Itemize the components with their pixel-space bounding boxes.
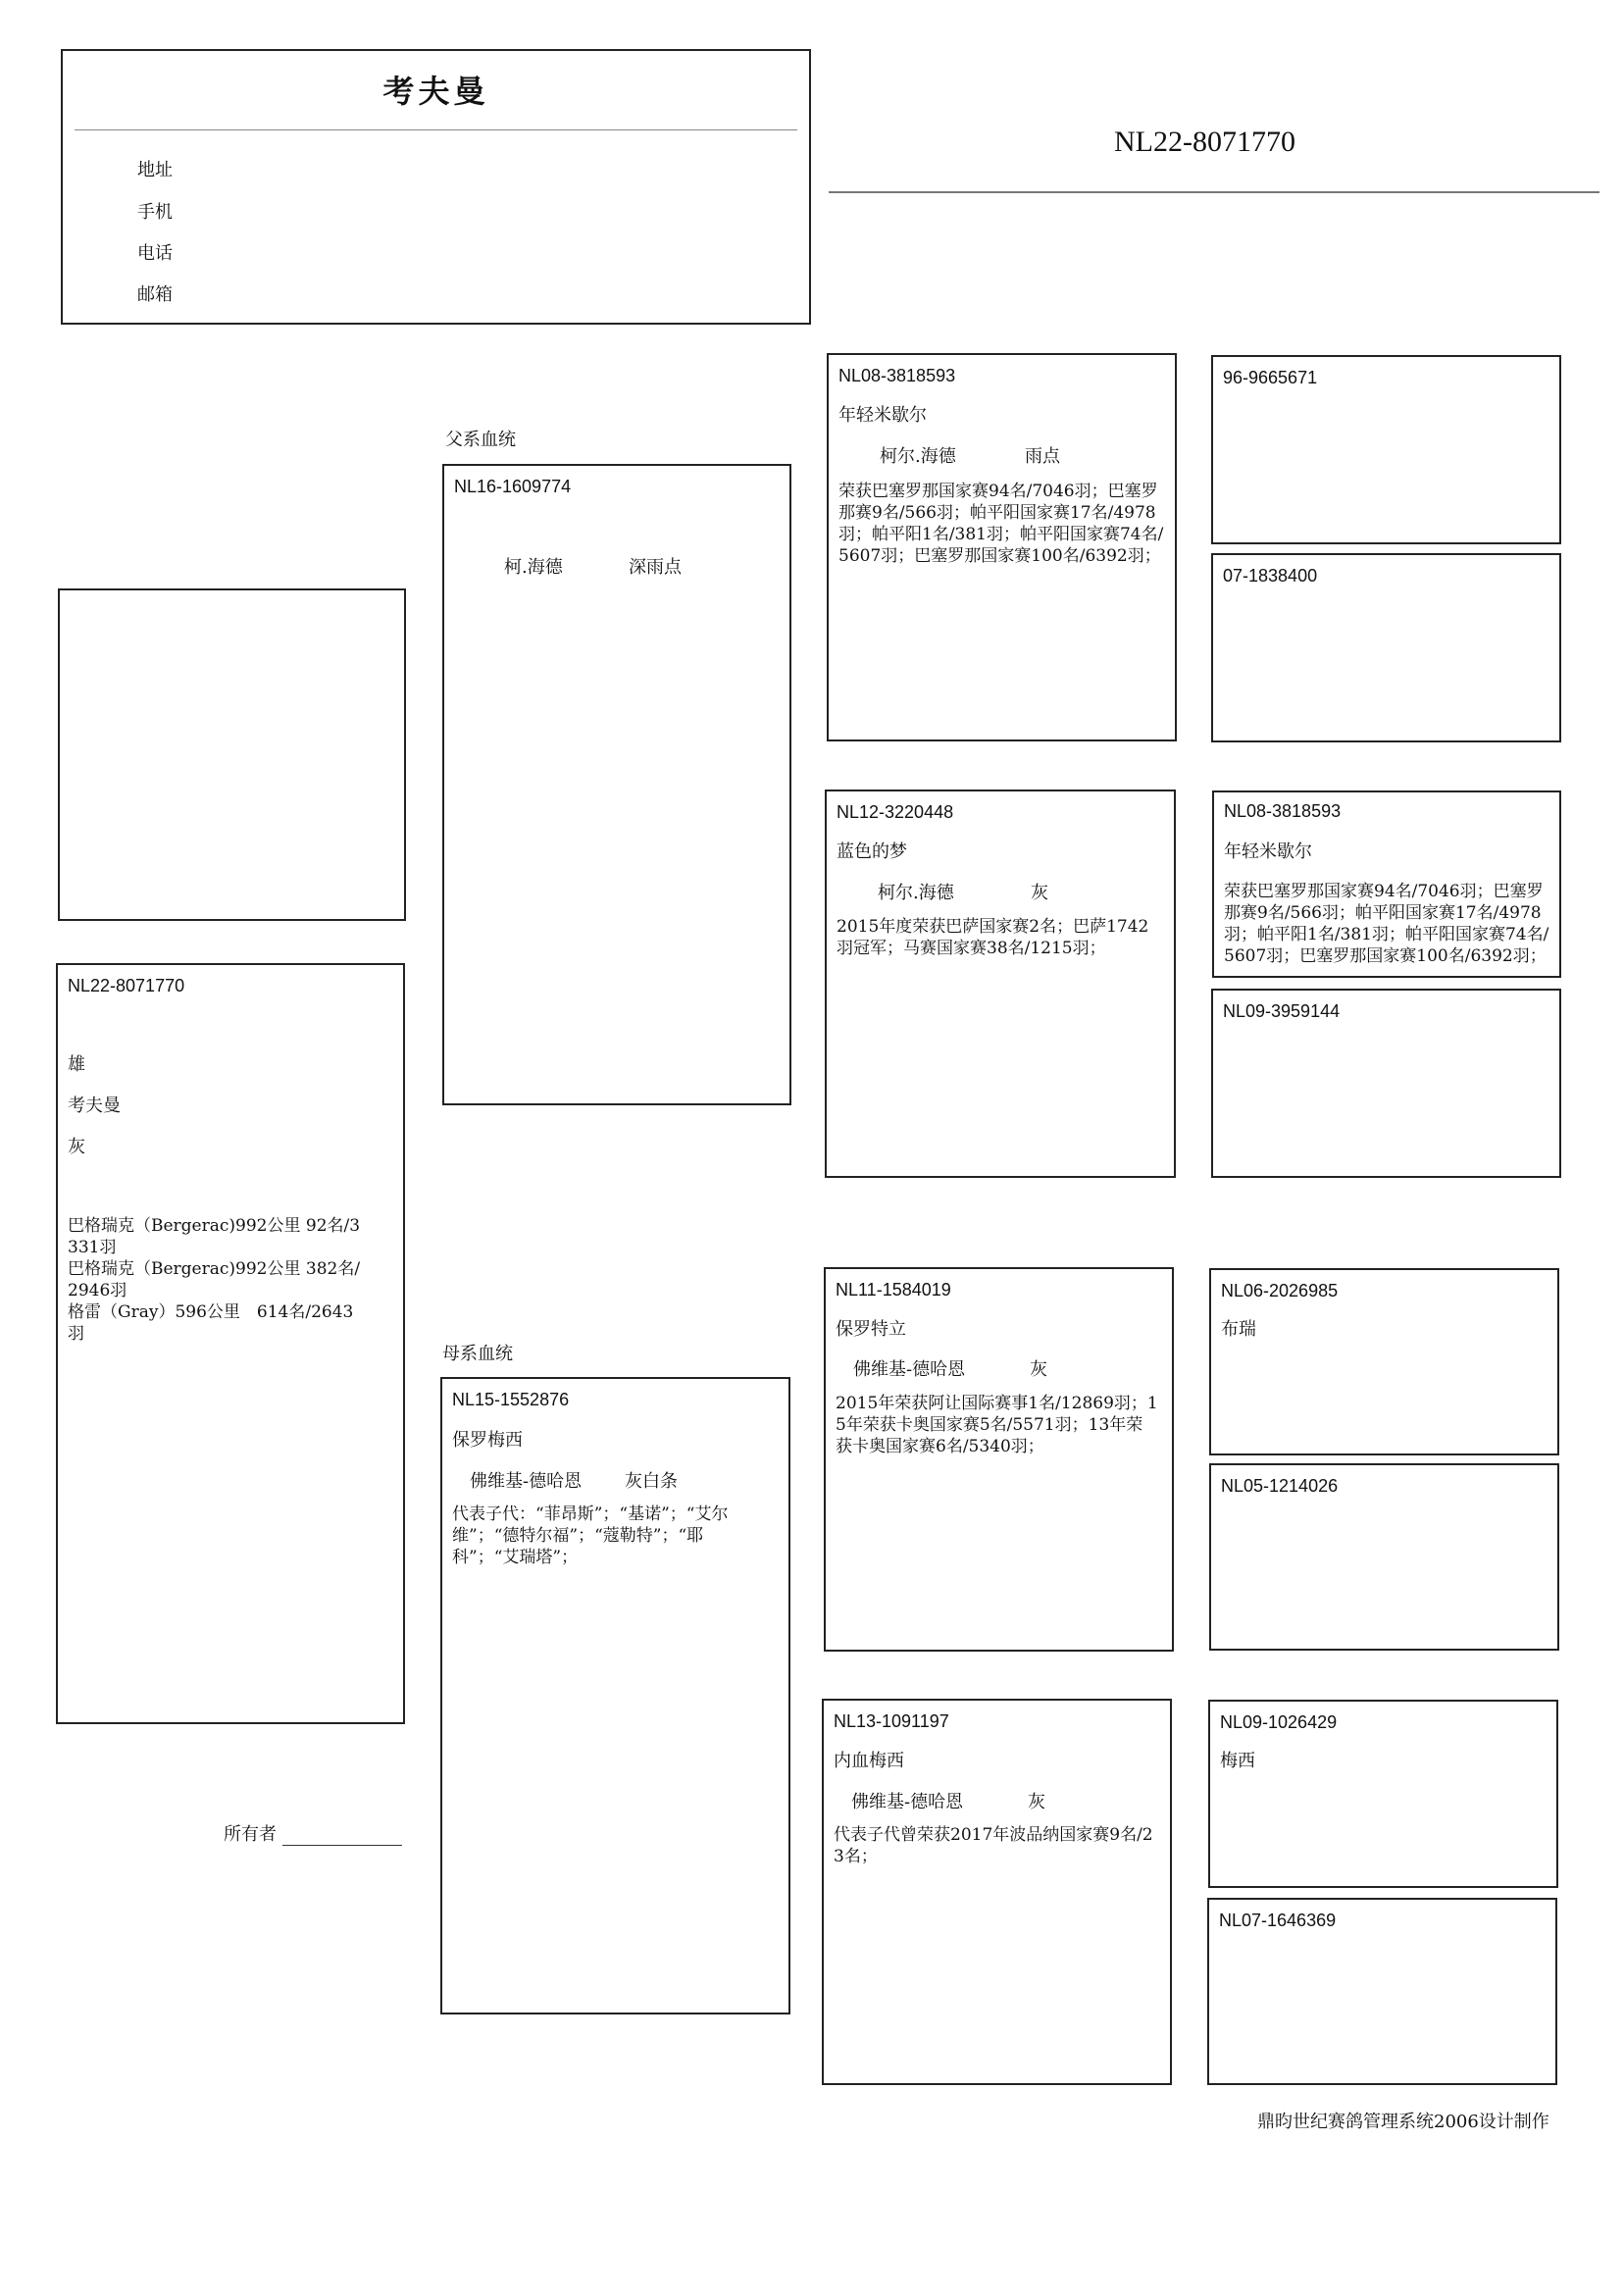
sire-sire-breeder: 柯尔.海德 bbox=[880, 446, 956, 467]
address-label: 地址 bbox=[137, 160, 173, 180]
subject-sex: 雄 bbox=[68, 1054, 85, 1075]
mobile-label: 手机 bbox=[137, 202, 173, 223]
header-ring-number: NL22-8071770 bbox=[1114, 126, 1295, 158]
dss-name: 布瑞 bbox=[1221, 1319, 1256, 1340]
sire-dam-ring: NL12-3220448 bbox=[837, 802, 954, 822]
pigeon-photo-box bbox=[58, 588, 406, 921]
phone-label: 电话 bbox=[137, 243, 173, 264]
dds-ring: NL09-1026429 bbox=[1220, 1712, 1338, 1732]
subject-info-box bbox=[56, 963, 405, 1724]
sds-box bbox=[1212, 790, 1561, 978]
sire-sire-color: 雨点 bbox=[1025, 446, 1060, 467]
subject-color: 灰 bbox=[68, 1137, 85, 1157]
dam-ring: NL15-1552876 bbox=[452, 1390, 570, 1409]
ssd-ring: 07-1838400 bbox=[1223, 566, 1318, 586]
sire-box bbox=[442, 464, 791, 1105]
dam-dam-breeder: 佛维基-德哈恩 bbox=[851, 1792, 964, 1812]
sire-color: 深雨点 bbox=[629, 557, 682, 578]
owner-signature-line bbox=[282, 1845, 402, 1846]
dam-dam-color: 灰 bbox=[1028, 1792, 1045, 1812]
software-credit: 鼎昀世纪赛鸽管理系统2006设计制作 bbox=[1257, 2112, 1549, 2132]
sire-dam-breeder: 柯尔.海德 bbox=[878, 883, 954, 903]
dam-dam-notes: 代表子代曾荣获2017年波品纳国家赛9名/23名； bbox=[834, 1825, 1153, 1866]
sire-dam-box bbox=[825, 790, 1176, 1178]
owner-signature-label: 所有者 bbox=[224, 1824, 277, 1845]
owner-name: 考夫曼 bbox=[382, 73, 489, 110]
sire-sire-box bbox=[827, 353, 1177, 741]
dss-ring: NL06-2026985 bbox=[1221, 1281, 1339, 1300]
maternal-section-label: 母系血统 bbox=[442, 1344, 513, 1364]
dam-sire-color: 灰 bbox=[1030, 1359, 1047, 1380]
dam-dam-name: 内血梅西 bbox=[834, 1751, 904, 1771]
subject-ring: NL22-8071770 bbox=[68, 976, 185, 995]
dds-box bbox=[1208, 1700, 1558, 1888]
sire-dam-name: 蓝色的梦 bbox=[837, 841, 907, 862]
sire-sire-ring: NL08-3818593 bbox=[838, 366, 956, 385]
dam-notes: 代表子代：“菲昂斯”；“基诺”；“艾尔维”；“德特尔福”；“蔻勒特”；“耶科”；“艾瑞塔”； bbox=[452, 1504, 729, 1567]
sss-ring: 96-9665671 bbox=[1223, 368, 1318, 387]
dam-sire-box bbox=[824, 1267, 1174, 1652]
paternal-section-label: 父系血统 bbox=[445, 430, 516, 450]
sire-dam-notes: 2015年度荣获巴萨国家赛2名；巴萨1742羽冠军；马赛国家赛38名/1215羽； bbox=[837, 917, 1149, 958]
sss-box bbox=[1211, 355, 1561, 544]
sds-notes: 荣获巴塞罗那国家赛94名/7046羽；巴塞罗那赛9名/566羽；帕平阳国家赛17名/4978羽；帕平阳1名/381羽；帕平阳国家赛74名/5607羽；巴塞罗那国家赛100名/6392羽； bbox=[1224, 882, 1549, 966]
dsd-box bbox=[1209, 1463, 1559, 1651]
owner-header-box bbox=[61, 49, 811, 325]
sdd-ring: NL09-3959144 bbox=[1223, 1001, 1341, 1021]
ssd-box bbox=[1211, 553, 1561, 742]
sdd-box bbox=[1211, 989, 1561, 1178]
ddd-box bbox=[1207, 1898, 1557, 2085]
dam-sire-name: 保罗特立 bbox=[836, 1319, 906, 1340]
dss-box bbox=[1209, 1268, 1559, 1455]
subject-results: 巴格瑞克（Bergerac)992公里 92名/3331羽 巴格瑞克（Bergerac)992公里 382名/2946羽 格雷（Gray）596公里 614名/2643羽 bbox=[68, 1216, 361, 1344]
sire-breeder: 柯.海德 bbox=[504, 557, 563, 578]
dam-sire-ring: NL11-1584019 bbox=[836, 1280, 951, 1300]
dsd-ring: NL05-1214026 bbox=[1221, 1476, 1339, 1496]
dam-sire-notes: 2015年荣获阿让国际赛事1名/12869羽；15年荣获卡奥国家赛5名/5571羽；13年荣获卡奥国家赛6名/5340羽； bbox=[836, 1394, 1158, 1456]
dam-breeder: 佛维基-德哈恩 bbox=[470, 1471, 583, 1492]
ddd-ring: NL07-1646369 bbox=[1219, 1911, 1337, 1930]
header-ring-underline bbox=[829, 191, 1599, 193]
dam-dam-box bbox=[822, 1699, 1172, 2085]
sire-dam-color: 灰 bbox=[1031, 883, 1048, 903]
sds-name: 年轻米歇尔 bbox=[1224, 841, 1312, 862]
dam-sire-breeder: 佛维基-德哈恩 bbox=[853, 1359, 966, 1380]
dam-box bbox=[440, 1377, 790, 2014]
dam-color: 灰白条 bbox=[625, 1471, 678, 1492]
dds-name: 梅西 bbox=[1220, 1751, 1255, 1771]
dam-name: 保罗梅西 bbox=[452, 1430, 523, 1451]
dam-dam-ring: NL13-1091197 bbox=[834, 1711, 949, 1731]
sire-ring: NL16-1609774 bbox=[454, 477, 572, 496]
header-divider bbox=[75, 129, 797, 130]
subject-owner: 考夫曼 bbox=[68, 1096, 121, 1116]
sire-sire-notes: 荣获巴塞罗那国家赛94名/7046羽；巴塞罗那赛9名/566羽；帕平阳国家赛17名/4978羽；帕平阳1名/381羽；帕平阳国家赛74名/5607羽；巴塞罗那国家赛100名/6392羽； bbox=[838, 482, 1164, 566]
sds-ring: NL08-3818593 bbox=[1224, 801, 1342, 821]
sire-sire-name: 年轻米歇尔 bbox=[838, 405, 927, 426]
email-label: 邮箱 bbox=[137, 284, 173, 305]
